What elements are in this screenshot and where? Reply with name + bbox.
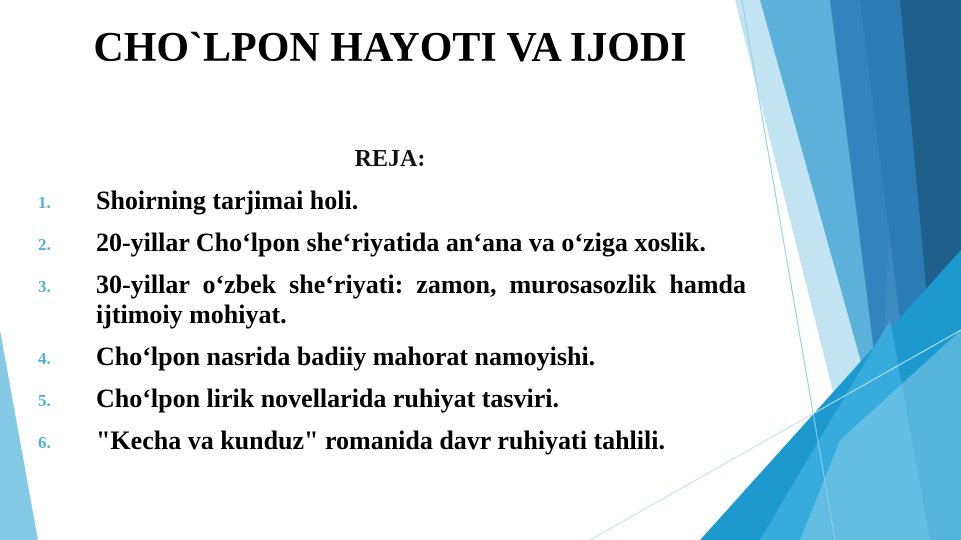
- slide-title: CHO`LPON HAYOTI VA IJODI: [93, 25, 687, 71]
- item-text: Cho‘lpon lirik novellarida ruhiyat tasviri.: [96, 384, 559, 413]
- item-text: 30-yillar o‘zbek she‘riyati: zamon, murosasozlik hamda ijtimoiy mohiyat.: [96, 270, 746, 329]
- item-text: Shoirning tarjimai holi.: [96, 186, 359, 215]
- list-item: [0, 186, 746, 216]
- list-item: [0, 342, 746, 372]
- list-item: [0, 426, 746, 456]
- item-number: 6.: [38, 433, 51, 452]
- item-number: 3.: [38, 277, 51, 296]
- item-text: 20-yillar Cho‘lpon she‘riyatida an‘ana va o‘ziga xoslik.: [96, 228, 706, 257]
- plan-list: [0, 186, 746, 468]
- list-item: [0, 270, 746, 330]
- list-item: [0, 228, 746, 258]
- plan-heading: REJA:: [354, 146, 426, 172]
- item-number: 5.: [38, 391, 51, 410]
- list-item: [0, 384, 746, 414]
- item-number: 2.: [38, 235, 51, 254]
- item-text: "Kecha va kunduz" romanida davr ruhiyati tahlili.: [96, 426, 665, 455]
- item-text: Cho‘lpon nasrida badiiy mahorat namoyishi.: [96, 342, 596, 371]
- item-number: 1.: [38, 193, 51, 212]
- item-number: 4.: [38, 349, 51, 368]
